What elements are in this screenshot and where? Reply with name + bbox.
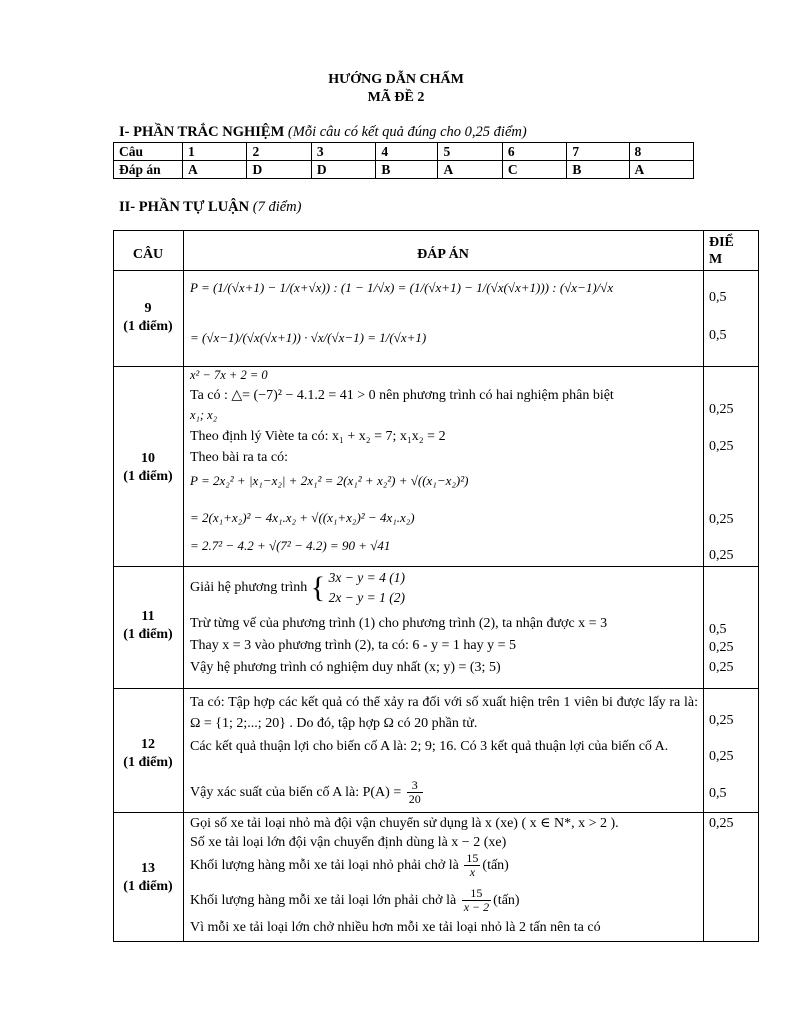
q11-eq-1: 3x − y = 4 (1) xyxy=(328,570,405,585)
q13-points: (1 điểm) xyxy=(123,879,173,894)
question-number: 8 xyxy=(629,143,694,161)
q12-frac-denominator: 20 xyxy=(408,792,421,807)
q11-score: 0,25 xyxy=(709,640,734,655)
q13-frac-numerator: 15 xyxy=(466,851,479,866)
q12-line-3 xyxy=(190,778,425,808)
answer-cell: A xyxy=(629,161,694,179)
q10-equation: x² − 7x + 2 = 0 xyxy=(190,368,268,382)
q13-line-5: Vì mỗi xe tải loại lớn chở nhiều hơn mỗi xe tải loại nhỏ là 2 tấn nên ta có xyxy=(190,920,601,935)
answer-cell: B xyxy=(376,161,438,179)
q11-score: 0,25 xyxy=(709,660,734,675)
q12-prob-label: Vậy xác suất của biến cố A là: P(A) = xyxy=(190,785,402,800)
answer-cell: C xyxy=(502,161,566,179)
q13-fraction-large xyxy=(462,887,491,914)
q12-score: 0,5 xyxy=(709,786,727,801)
q13-unit: (tấn) xyxy=(482,858,509,873)
part2-note: (7 điểm) xyxy=(252,199,302,215)
q13-score: 0,25 xyxy=(709,816,734,831)
question-number: 3 xyxy=(311,143,375,161)
col-header-cau: CÂU xyxy=(132,247,164,262)
q10-delta: Ta có : △= (−7)² − 4.1.2 = 41 > 0 nên phương trình có hai nghiệm phân biệt xyxy=(190,388,614,403)
question-number: 4 xyxy=(376,143,438,161)
border xyxy=(113,366,759,367)
question-number: 7 xyxy=(567,143,629,161)
answer-cell: A xyxy=(438,161,502,179)
q11-points: (1 điểm) xyxy=(123,627,173,642)
q13-frac-numerator: 15 xyxy=(462,887,491,901)
q10-score: 0,25 xyxy=(709,402,734,417)
answer-label: Đáp án xyxy=(114,161,183,179)
q9-points: (1 điểm) xyxy=(123,319,173,334)
q13-fraction-small xyxy=(464,852,480,879)
essay-table xyxy=(113,230,759,942)
multiple-choice-table xyxy=(113,142,694,179)
answer-cell: D xyxy=(311,161,375,179)
q12-fraction xyxy=(407,779,423,806)
q10-p-line-1: P = 2x₂² + |x₁−x₂| + 2x₁² = 2(x₁² + x₂²) + √((x₁−x₂)²) xyxy=(190,473,469,488)
q10-number: 10 xyxy=(141,451,155,466)
q13-line-2: Số xe tải loại lớn đội vận chuyển định dùng là x − 2 (xe) xyxy=(190,835,507,850)
q10-points: (1 điểm) xyxy=(123,469,173,484)
doc-title: HƯỚNG DẪN CHẤM xyxy=(328,72,464,87)
col-header-diem: ĐIỂ M xyxy=(709,235,734,267)
q13-frac-denominator: x − 2 xyxy=(463,900,490,915)
q12-number: 12 xyxy=(141,737,155,752)
q9-score-2: 0,5 xyxy=(709,328,727,343)
q11-equations xyxy=(329,568,405,608)
border xyxy=(183,230,184,942)
q9-formula-2: = (√x−1)/(√x(√x+1)) · √x/(√x−1) = 1/(√x+1) xyxy=(190,330,427,345)
q11-eq-2: 2x − y = 1 (2) xyxy=(328,590,405,605)
answer-row xyxy=(114,161,694,179)
border xyxy=(113,812,759,813)
part1-note: (Mỗi câu có kết quả đúng cho 0,25 điểm) xyxy=(287,124,527,140)
q11-number: 11 xyxy=(141,609,155,624)
q11-line-2: Thay x = 3 vào phương trình (2), ta có: 6 - y = 1 hay y = 5 xyxy=(190,638,517,653)
brace-icon: { xyxy=(310,571,326,604)
q10-score: 0,25 xyxy=(709,439,734,454)
q12-line-1: Ta có: Tập hợp các kết quả có thể xảy ra đối với số xuất hiện trên 1 viên bi được lấy ra là: Ω = {1; 2;...; 20} . Do đó, tập hợp Ω có 20 phần tử. xyxy=(190,695,698,731)
q10-viete: Theo định lý Viète ta có: x₁ + x₂ = 7; x₁x₂ = 2 xyxy=(190,429,446,444)
q13-line-4-text: Khối lượng hàng mỗi xe tải loại lớn phải chở là xyxy=(190,893,457,908)
q13-line-3 xyxy=(190,852,509,880)
q13-unit: (tấn) xyxy=(493,893,520,908)
part1-title: I- PHẦN TRẮC NGHIỆM xyxy=(119,124,285,140)
q10-score: 0,25 xyxy=(709,548,734,563)
answer-cell: D xyxy=(247,161,311,179)
border xyxy=(113,230,759,231)
question-number: 2 xyxy=(247,143,311,161)
q10-roots: x₁; x₂ xyxy=(190,408,218,422)
q12-points: (1 điểm) xyxy=(123,755,173,770)
border xyxy=(703,230,704,942)
q9-number: 9 xyxy=(144,301,152,316)
q13-line-4 xyxy=(190,886,520,916)
question-number: 1 xyxy=(183,143,247,161)
border xyxy=(113,270,759,271)
border xyxy=(113,566,759,567)
q12-score: 0,25 xyxy=(709,713,734,728)
q11-line-3: Vậy hệ phương trình có nghiệm duy nhất (x; y) = (3; 5) xyxy=(190,660,501,675)
question-row xyxy=(114,143,694,161)
q13-frac-denominator: x xyxy=(469,865,476,880)
q9-formula-1: P = (1/(√x+1) − 1/(x+√x)) : (1 − 1/√x) = (1/(√x+1) − 1/(√x(√x+1))) : (√x−1)/√x xyxy=(190,280,614,295)
q10-by: Theo bài ra ta có: xyxy=(190,450,288,465)
q12-frac-numerator: 3 xyxy=(407,779,423,793)
part1-heading xyxy=(119,124,527,141)
part2-heading xyxy=(119,199,301,216)
exam-code: MÃ ĐỀ 2 xyxy=(367,90,425,105)
q9-score-1: 0,5 xyxy=(709,290,727,305)
answer-cell: A xyxy=(183,161,247,179)
q11-line-1: Trừ từng vế của phương trình (1) cho phương trình (2), ta nhận được x = 3 xyxy=(190,616,608,631)
q12-line-2: Các kết quả thuận lợi cho biến cố A là: 2; 9; 16. Có 3 kết quả thuận lợi của biến cố A. xyxy=(190,739,669,754)
border xyxy=(758,230,759,942)
border xyxy=(113,688,759,689)
answer-cell: B xyxy=(567,161,629,179)
q13-number: 13 xyxy=(141,861,155,876)
q10-p-line-2: = 2(x₁+x₂)² − 4x₁.x₂ + √((x₁+x₂)² − 4x₁.x₂) xyxy=(190,510,415,525)
q10-p-line-3: = 2.7² − 4.2 + √(7² − 4.2) = 90 + √41 xyxy=(190,538,391,553)
border xyxy=(113,941,759,942)
q10-score: 0,25 xyxy=(709,512,734,527)
question-label: Câu xyxy=(114,143,183,161)
q11-system xyxy=(190,568,405,608)
question-number: 5 xyxy=(438,143,502,161)
col-header-dap-an: ĐÁP ÁN xyxy=(417,247,469,262)
q11-score: 0,5 xyxy=(709,622,727,637)
q12-score: 0,25 xyxy=(709,749,734,764)
q13-line-1: Gọi số xe tải loại nhỏ mà đội vận chuyển sử dụng là x (xe) ( x ∈ N*, x > 2 ). xyxy=(190,816,619,831)
q11-lead: Giải hệ phương trình xyxy=(190,580,308,596)
question-number: 6 xyxy=(502,143,566,161)
part2-title: II- PHẦN TỰ LUẬN xyxy=(119,199,250,215)
border xyxy=(113,230,114,942)
q13-line-3-text: Khối lượng hàng mỗi xe tải loại nhỏ phải chở là xyxy=(190,858,459,873)
